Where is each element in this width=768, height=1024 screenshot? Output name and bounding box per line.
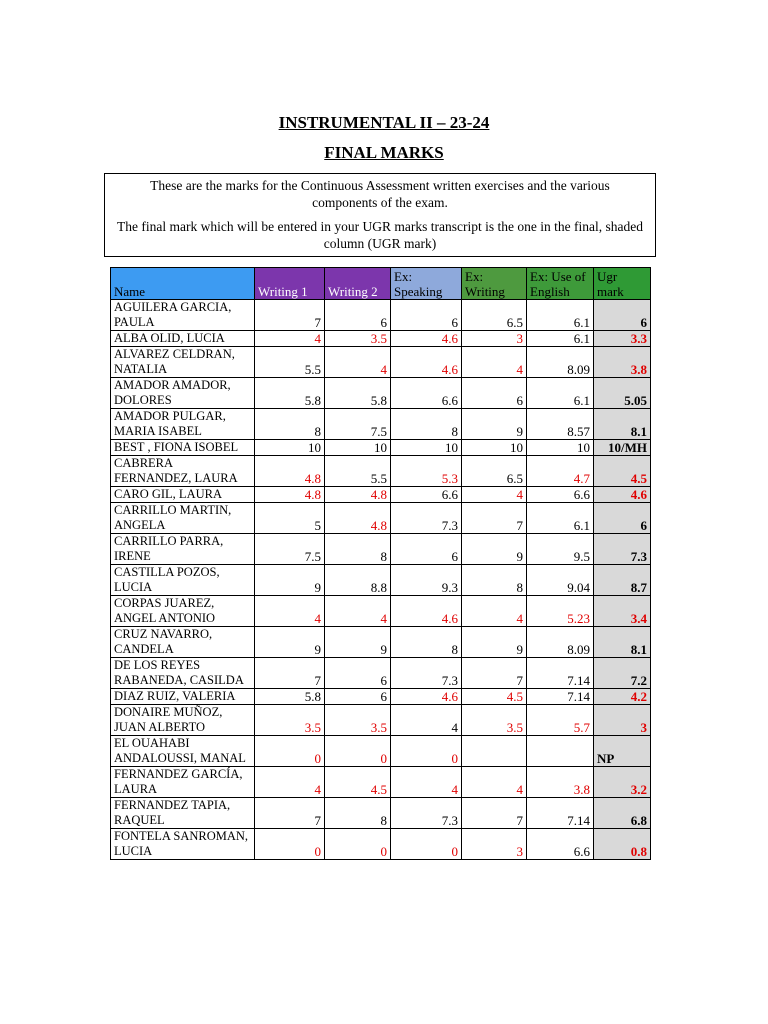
ex-speaking-cell: 5.3 [391, 456, 462, 487]
writing-1-cell: 7.5 [255, 534, 325, 565]
ex-writing-cell [462, 736, 527, 767]
writing-2-cell: 8 [325, 798, 391, 829]
ex-speaking-cell: 4.6 [391, 689, 462, 705]
table-row [111, 596, 651, 627]
ex-writing-cell: 4 [462, 487, 527, 503]
table-row [111, 347, 651, 378]
ugr-mark-cell: 3.3 [594, 331, 651, 347]
ex-writing-cell: 9 [462, 534, 527, 565]
table-header-row [111, 268, 651, 300]
ex-writing-cell: 4 [462, 347, 527, 378]
ugr-mark-cell: 3.4 [594, 596, 651, 627]
writing-1-cell: 5.5 [255, 347, 325, 378]
ex-writing-cell: 7 [462, 798, 527, 829]
table-row [111, 829, 651, 860]
student-name-cell: CARRILLO PARRA, IRENE [111, 534, 255, 565]
ex-speaking-cell: 6 [391, 534, 462, 565]
writing-1-cell: 0 [255, 829, 325, 860]
ex-speaking-cell: 8 [391, 409, 462, 440]
ex-speaking-cell: 4.6 [391, 596, 462, 627]
writing-2-cell: 6 [325, 658, 391, 689]
student-name-cell: AMADOR AMADOR, DOLORES [111, 378, 255, 409]
ex-speaking-cell: 4.6 [391, 331, 462, 347]
ex-use-of-english-cell: 6.1 [527, 331, 594, 347]
table-row [111, 689, 651, 705]
student-name-cell: FONTELA SANROMAN, LUCIA [111, 829, 255, 860]
writing-2-cell: 5.5 [325, 456, 391, 487]
writing-1-cell: 4 [255, 331, 325, 347]
writing-2-cell: 8 [325, 534, 391, 565]
writing-2-cell: 3.5 [325, 705, 391, 736]
writing-1-cell: 5.8 [255, 378, 325, 409]
ex-speaking-cell: 7.3 [391, 503, 462, 534]
table-row [111, 456, 651, 487]
writing-1-cell: 5.8 [255, 689, 325, 705]
student-name-cell: CORPAS JUAREZ, ANGEL ANTONIO [111, 596, 255, 627]
writing-2-cell: 4 [325, 596, 391, 627]
page-title: INSTRUMENTAL II – 23-24 [278, 113, 490, 132]
writing-1-cell: 4 [255, 596, 325, 627]
student-name-cell: CRUZ NAVARRO, CANDELA [111, 627, 255, 658]
ex-speaking-cell: 6.6 [391, 378, 462, 409]
writing-2-cell: 4.8 [325, 503, 391, 534]
writing-1-cell: 7 [255, 300, 325, 331]
student-name-cell: CARRILLO MARTIN, ANGELA [111, 503, 255, 534]
ugr-mark-cell: 3.2 [594, 767, 651, 798]
ex-writing-cell: 8 [462, 565, 527, 596]
ugr-mark-cell: 10/MH [594, 440, 651, 456]
ex-writing-cell: 7 [462, 503, 527, 534]
table-row [111, 736, 651, 767]
ex-speaking-cell: 10 [391, 440, 462, 456]
ex-speaking-cell: 6.6 [391, 487, 462, 503]
table-row [111, 627, 651, 658]
col-header-ex-use-of-english: Ex: Use of English [527, 268, 594, 300]
ex-use-of-english-cell: 8.09 [527, 627, 594, 658]
student-name-cell: DIAZ RUIZ, VALERIA [111, 689, 255, 705]
student-name-cell: BEST , FIONA ISOBEL [111, 440, 255, 456]
col-header-ugr-mark: Ugr mark [594, 268, 651, 300]
writing-2-cell: 10 [325, 440, 391, 456]
ex-speaking-cell: 7.3 [391, 798, 462, 829]
writing-2-cell: 4.5 [325, 767, 391, 798]
student-name-cell: DE LOS REYES RABANEDA, CASILDA [111, 658, 255, 689]
writing-2-cell: 0 [325, 829, 391, 860]
writing-2-cell: 7.5 [325, 409, 391, 440]
table-row [111, 440, 651, 456]
ugr-mark-cell: 7.2 [594, 658, 651, 689]
ex-use-of-english-cell: 4.7 [527, 456, 594, 487]
writing-2-cell: 9 [325, 627, 391, 658]
table-row [111, 487, 651, 503]
writing-1-cell: 3.5 [255, 705, 325, 736]
col-header-writing-2: Writing 2 [325, 268, 391, 300]
ex-writing-cell: 4 [462, 767, 527, 798]
ex-writing-cell: 9 [462, 409, 527, 440]
student-name-cell: EL OUAHABI ANDALOUSSI, MANAL [111, 736, 255, 767]
student-name-cell: CARO GIL, LAURA [111, 487, 255, 503]
writing-1-cell: 7 [255, 798, 325, 829]
ex-writing-cell: 4.5 [462, 689, 527, 705]
ex-use-of-english-cell: 10 [527, 440, 594, 456]
writing-2-cell: 4.8 [325, 487, 391, 503]
ex-use-of-english-cell: 6.1 [527, 503, 594, 534]
ex-use-of-english-cell: 9.04 [527, 565, 594, 596]
writing-2-cell: 0 [325, 736, 391, 767]
ex-speaking-cell: 0 [391, 736, 462, 767]
ugr-mark-cell: 4.6 [594, 487, 651, 503]
table-row [111, 798, 651, 829]
ugr-mark-cell: 6 [594, 300, 651, 331]
ex-use-of-english-cell: 7.14 [527, 658, 594, 689]
writing-1-cell: 4.8 [255, 456, 325, 487]
table-row [111, 331, 651, 347]
ex-use-of-english-cell: 7.14 [527, 689, 594, 705]
col-header-ex-writing: Ex: Writing [462, 268, 527, 300]
ex-use-of-english-cell: 6.1 [527, 300, 594, 331]
ugr-mark-cell: 6 [594, 503, 651, 534]
student-name-cell: DONAIRE MUÑOZ, JUAN ALBERTO [111, 705, 255, 736]
ex-writing-cell: 4 [462, 596, 527, 627]
ex-writing-cell: 9 [462, 627, 527, 658]
ugr-mark-cell: NP [594, 736, 651, 767]
ex-speaking-cell: 7.3 [391, 658, 462, 689]
writing-1-cell: 5 [255, 503, 325, 534]
writing-1-cell: 7 [255, 658, 325, 689]
writing-1-cell: 9 [255, 627, 325, 658]
table-row [111, 378, 651, 409]
table-row [111, 658, 651, 689]
student-name-cell: AMADOR PULGAR, MARIA ISABEL [111, 409, 255, 440]
ex-use-of-english-cell: 6.1 [527, 378, 594, 409]
ex-writing-cell: 6 [462, 378, 527, 409]
student-name-cell: CASTILLA POZOS, LUCIA [111, 565, 255, 596]
table-row [111, 409, 651, 440]
marks-table [110, 267, 651, 860]
ex-writing-cell: 10 [462, 440, 527, 456]
ex-speaking-cell: 6 [391, 300, 462, 331]
ugr-mark-cell: 4.5 [594, 456, 651, 487]
student-name-cell: ALVAREZ CELDRAN, NATALIA [111, 347, 255, 378]
table-row [111, 300, 651, 331]
ex-use-of-english-cell: 3.8 [527, 767, 594, 798]
ex-speaking-cell: 0 [391, 829, 462, 860]
writing-1-cell: 10 [255, 440, 325, 456]
student-name-cell: FERNANDEZ TAPIA, RAQUEL [111, 798, 255, 829]
ex-use-of-english-cell: 5.23 [527, 596, 594, 627]
writing-2-cell: 6 [325, 300, 391, 331]
ugr-mark-cell: 8.1 [594, 409, 651, 440]
ex-use-of-english-cell [527, 736, 594, 767]
writing-1-cell: 9 [255, 565, 325, 596]
ex-speaking-cell: 4.6 [391, 347, 462, 378]
ugr-mark-cell: 6.8 [594, 798, 651, 829]
ex-use-of-english-cell: 8.57 [527, 409, 594, 440]
ex-use-of-english-cell: 9.5 [527, 534, 594, 565]
writing-2-cell: 3.5 [325, 331, 391, 347]
table-row [111, 705, 651, 736]
page-subtitle: FINAL MARKS [324, 143, 444, 162]
notice-box [104, 173, 656, 257]
ex-writing-cell: 3 [462, 829, 527, 860]
ex-speaking-cell: 4 [391, 705, 462, 736]
ex-use-of-english-cell: 8.09 [527, 347, 594, 378]
ex-use-of-english-cell: 7.14 [527, 798, 594, 829]
ex-writing-cell: 3.5 [462, 705, 527, 736]
ex-use-of-english-cell: 6.6 [527, 487, 594, 503]
table-row [111, 534, 651, 565]
ugr-mark-cell: 3 [594, 705, 651, 736]
writing-2-cell: 5.8 [325, 378, 391, 409]
writing-1-cell: 8 [255, 409, 325, 440]
ugr-mark-cell: 8.7 [594, 565, 651, 596]
ex-use-of-english-cell: 5.7 [527, 705, 594, 736]
ugr-mark-cell: 4.2 [594, 689, 651, 705]
writing-1-cell: 4 [255, 767, 325, 798]
ex-writing-cell: 6.5 [462, 300, 527, 331]
table-row [111, 767, 651, 798]
writing-1-cell: 0 [255, 736, 325, 767]
ugr-mark-cell: 3.8 [594, 347, 651, 378]
ex-writing-cell: 6.5 [462, 456, 527, 487]
student-name-cell: FERNANDEZ GARCÍA, LAURA [111, 767, 255, 798]
ex-writing-cell: 7 [462, 658, 527, 689]
ugr-mark-cell: 0.8 [594, 829, 651, 860]
ex-speaking-cell: 8 [391, 627, 462, 658]
col-header-writing-1: Writing 1 [255, 268, 325, 300]
ex-speaking-cell: 4 [391, 767, 462, 798]
writing-1-cell: 4.8 [255, 487, 325, 503]
ugr-mark-cell: 5.05 [594, 378, 651, 409]
ex-use-of-english-cell: 6.6 [527, 829, 594, 860]
writing-2-cell: 4 [325, 347, 391, 378]
col-header-ex-speaking: Ex: Speaking [391, 268, 462, 300]
ugr-mark-cell: 7.3 [594, 534, 651, 565]
table-row [111, 503, 651, 534]
ugr-mark-cell: 8.1 [594, 627, 651, 658]
student-name-cell: CABRERA FERNANDEZ, LAURA [111, 456, 255, 487]
marks-table-body [111, 300, 651, 860]
student-name-cell: AGUILERA GARCIA, PAULA [111, 300, 255, 331]
notice-line-2: The final mark which will be entered in your UGR marks transcript is the one in the final, shaded column (UGR mark) [117, 219, 643, 251]
col-header-name: Name [111, 268, 255, 300]
table-row [111, 565, 651, 596]
ex-speaking-cell: 9.3 [391, 565, 462, 596]
notice-line-1: These are the marks for the Continuous Assessment written exercises and the various components of the exam. [150, 178, 610, 210]
writing-2-cell: 6 [325, 689, 391, 705]
student-name-cell: ALBA OLID, LUCIA [111, 331, 255, 347]
writing-2-cell: 8.8 [325, 565, 391, 596]
ex-writing-cell: 3 [462, 331, 527, 347]
